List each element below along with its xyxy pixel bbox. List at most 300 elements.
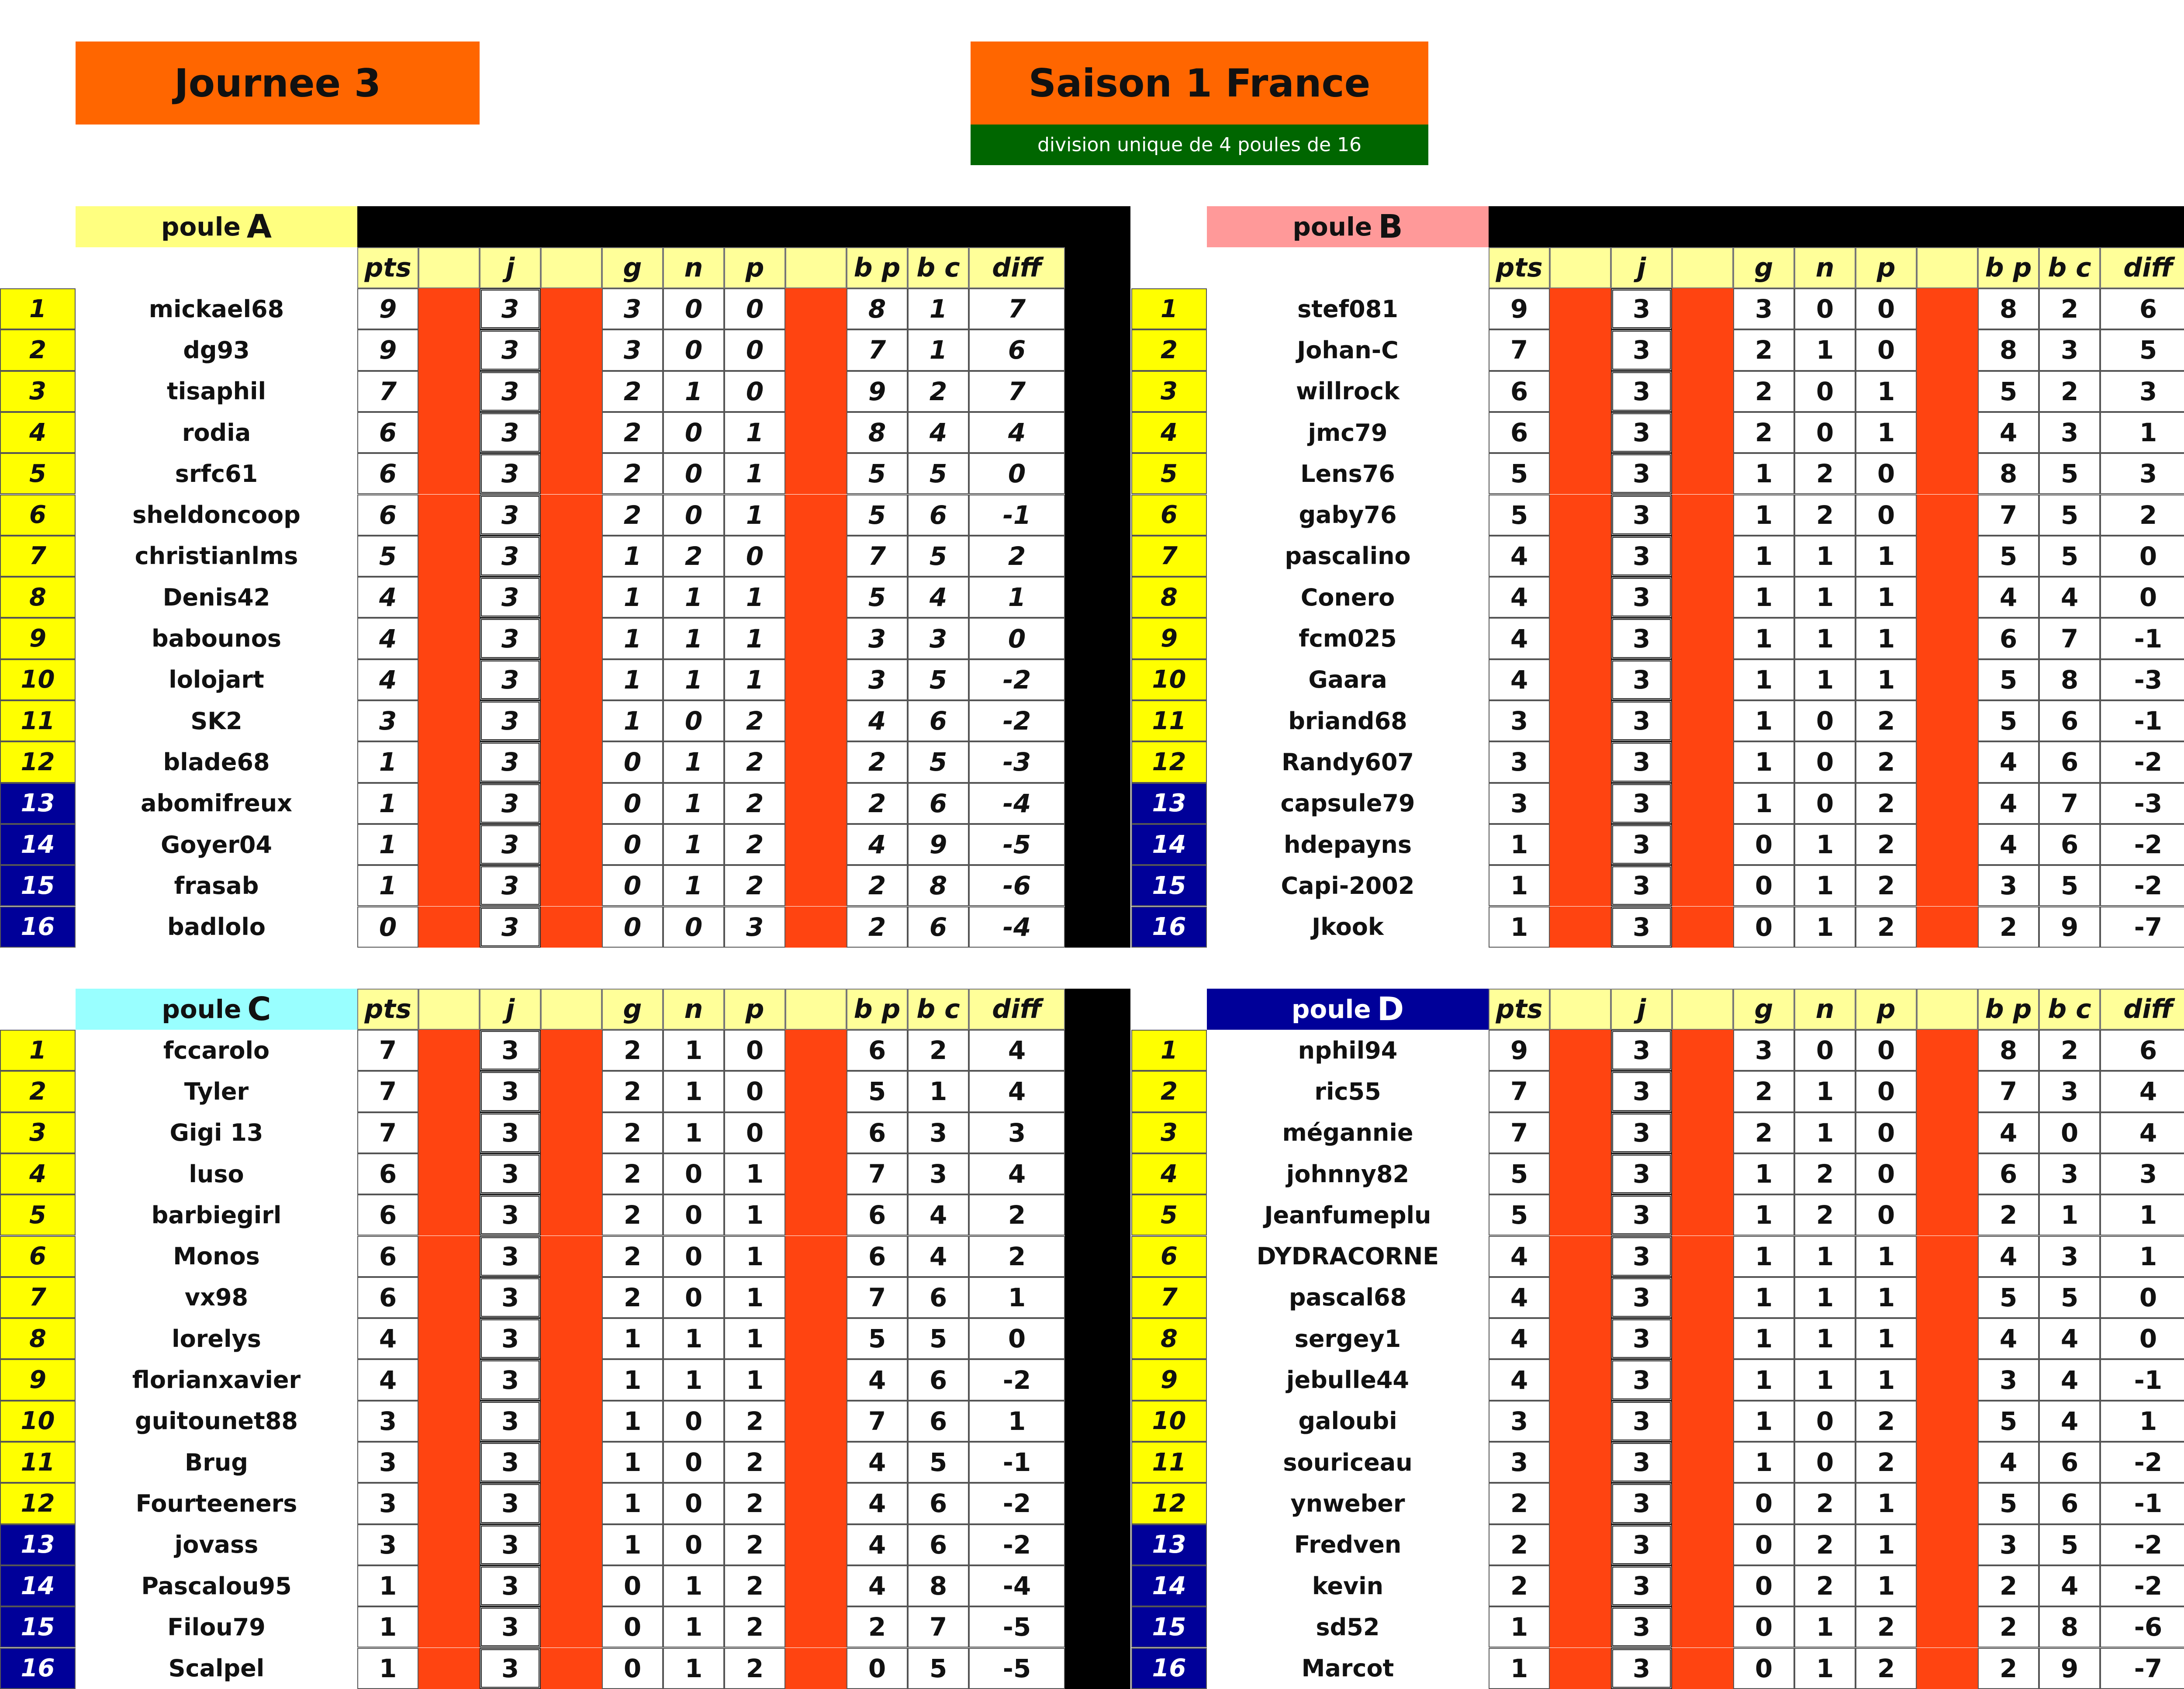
cell-j: 3 bbox=[480, 536, 541, 577]
col-header-n: n bbox=[1794, 247, 1856, 288]
player-name: Pascalou95 bbox=[141, 1572, 292, 1600]
col-header-p: p bbox=[1856, 989, 1917, 1030]
cell-g: 1 bbox=[1733, 495, 1794, 536]
cell-bc: 6 bbox=[908, 1401, 969, 1442]
cell-j: 3 bbox=[1611, 865, 1672, 906]
cell-g: 1 bbox=[1733, 618, 1794, 659]
cell-diff: 1 bbox=[969, 1401, 1065, 1442]
col-header-blank bbox=[418, 989, 480, 1030]
poule-label: poule bbox=[1291, 994, 1371, 1024]
cell-bp: 7 bbox=[847, 1401, 908, 1442]
orange-spacer bbox=[1672, 371, 1733, 412]
cell-p: 1 bbox=[1856, 412, 1917, 453]
player-name: Fredven bbox=[1294, 1531, 1402, 1559]
cell-bp: 3 bbox=[1978, 1359, 2039, 1400]
cell-n: 2 bbox=[663, 536, 724, 577]
orange-spacer bbox=[785, 1318, 847, 1359]
cell-p: 1 bbox=[724, 659, 785, 700]
cell-g: 0 bbox=[1733, 1483, 1794, 1524]
cell-p: 0 bbox=[1856, 1112, 1917, 1153]
cell-bp: 3 bbox=[847, 659, 908, 700]
cell-p: 1 bbox=[724, 1236, 785, 1277]
cell-n: 1 bbox=[663, 1359, 724, 1400]
col-header-n: n bbox=[663, 989, 724, 1030]
cell-j: 3 bbox=[480, 1648, 541, 1689]
cell-j: 3 bbox=[1611, 288, 1672, 329]
cell-bc: 6 bbox=[2039, 741, 2100, 782]
col-header-p: p bbox=[724, 989, 785, 1030]
cell-pts: 9 bbox=[1489, 1030, 1550, 1071]
cell-pts: 3 bbox=[1489, 1401, 1550, 1442]
cell-n: 1 bbox=[1794, 1236, 1856, 1277]
cell-g: 1 bbox=[602, 1401, 663, 1442]
orange-spacer bbox=[418, 1112, 480, 1153]
rank-cell: 6 bbox=[0, 1236, 76, 1277]
orange-spacer bbox=[1550, 495, 1611, 536]
cell-pts: 1 bbox=[357, 783, 418, 824]
cell-n: 1 bbox=[663, 1565, 724, 1606]
orange-spacer bbox=[541, 1648, 602, 1689]
orange-spacer bbox=[1672, 1030, 1733, 1071]
cell-pts: 1 bbox=[357, 865, 418, 906]
cell-bp: 6 bbox=[1978, 1153, 2039, 1194]
orange-spacer bbox=[418, 1483, 480, 1524]
cell-bp: 3 bbox=[847, 618, 908, 659]
cell-n: 1 bbox=[663, 618, 724, 659]
orange-spacer bbox=[1672, 1606, 1733, 1647]
cell-j: 3 bbox=[480, 1565, 541, 1606]
orange-spacer bbox=[418, 907, 480, 948]
cell-diff: -7 bbox=[2100, 907, 2184, 948]
cell-p: 1 bbox=[724, 618, 785, 659]
cell-n: 0 bbox=[1794, 1030, 1856, 1071]
orange-spacer bbox=[541, 824, 602, 865]
orange-spacer bbox=[1917, 1565, 1978, 1606]
player-name: Lens76 bbox=[1300, 460, 1395, 488]
cell-diff: 7 bbox=[969, 371, 1065, 412]
cell-n: 2 bbox=[1794, 495, 1856, 536]
cell-j: 3 bbox=[480, 1483, 541, 1524]
rank-cell: 1 bbox=[0, 288, 76, 329]
orange-spacer bbox=[785, 1483, 847, 1524]
cell-j: 3 bbox=[1611, 453, 1672, 494]
rank-cell: 7 bbox=[1131, 536, 1207, 577]
orange-spacer bbox=[1672, 1648, 1733, 1689]
cell-pts: 5 bbox=[1489, 1153, 1550, 1194]
cell-diff: -2 bbox=[2100, 824, 2184, 865]
player-name: frasab bbox=[174, 872, 259, 900]
cell-diff: 4 bbox=[2100, 1112, 2184, 1153]
cell-j: 3 bbox=[1611, 1277, 1672, 1318]
cell-pts: 7 bbox=[1489, 329, 1550, 370]
cell-n: 1 bbox=[663, 577, 724, 618]
rank-cell: 11 bbox=[1131, 700, 1207, 741]
cell-pts: 3 bbox=[1489, 700, 1550, 741]
cell-g: 0 bbox=[602, 907, 663, 948]
cell-pts: 1 bbox=[357, 1565, 418, 1606]
orange-spacer bbox=[1917, 329, 1978, 370]
rank-cell: 15 bbox=[1131, 1606, 1207, 1647]
col-header-blank bbox=[1550, 989, 1611, 1030]
player-name: srfc61 bbox=[175, 460, 258, 488]
cell-bc: 6 bbox=[908, 1277, 969, 1318]
cell-p: 1 bbox=[724, 1277, 785, 1318]
cell-p: 2 bbox=[724, 741, 785, 782]
cell-p: 2 bbox=[724, 1648, 785, 1689]
col-header-g: g bbox=[1733, 989, 1794, 1030]
cell-n: 1 bbox=[1794, 1648, 1856, 1689]
rank-cell: 16 bbox=[1131, 907, 1207, 948]
orange-spacer bbox=[541, 659, 602, 700]
cell-p: 1 bbox=[724, 577, 785, 618]
col-header-diff: diff bbox=[2100, 247, 2184, 288]
cell-j: 3 bbox=[1611, 741, 1672, 782]
cell-bp: 4 bbox=[847, 824, 908, 865]
cell-diff: -6 bbox=[969, 865, 1065, 906]
cell-n: 0 bbox=[663, 1401, 724, 1442]
cell-diff: 1 bbox=[2100, 412, 2184, 453]
orange-spacer bbox=[418, 1236, 480, 1277]
cell-diff: 6 bbox=[2100, 288, 2184, 329]
rank-cell: 10 bbox=[1131, 1401, 1207, 1442]
cell-n: 1 bbox=[1794, 1359, 1856, 1400]
cell-diff: -2 bbox=[2100, 741, 2184, 782]
cell-p: 2 bbox=[724, 824, 785, 865]
orange-spacer bbox=[541, 1318, 602, 1359]
cell-diff: -2 bbox=[969, 1359, 1065, 1400]
orange-spacer bbox=[1917, 495, 1978, 536]
col-header-diff: diff bbox=[969, 247, 1065, 288]
cell-g: 1 bbox=[1733, 659, 1794, 700]
cell-bc: 5 bbox=[2039, 495, 2100, 536]
cell-bp: 2 bbox=[1978, 907, 2039, 948]
orange-spacer bbox=[541, 1236, 602, 1277]
cell-pts: 4 bbox=[1489, 577, 1550, 618]
orange-spacer bbox=[541, 1401, 602, 1442]
cell-diff: -4 bbox=[969, 907, 1065, 948]
orange-spacer bbox=[1550, 1359, 1611, 1400]
cell-p: 1 bbox=[1856, 618, 1917, 659]
poule-letter: D bbox=[1377, 990, 1404, 1028]
cell-g: 1 bbox=[602, 1359, 663, 1400]
cell-g: 1 bbox=[602, 1524, 663, 1565]
poule-letter: C bbox=[247, 990, 271, 1028]
cell-bc: 3 bbox=[2039, 1071, 2100, 1112]
cell-pts: 9 bbox=[1489, 288, 1550, 329]
cell-n: 0 bbox=[663, 1194, 724, 1236]
orange-spacer bbox=[418, 1648, 480, 1689]
orange-spacer bbox=[541, 536, 602, 577]
cell-g: 1 bbox=[1733, 1442, 1794, 1483]
rank-cell: 16 bbox=[0, 1648, 76, 1689]
cell-g: 2 bbox=[602, 453, 663, 494]
cell-bp: 7 bbox=[847, 1153, 908, 1194]
cell-j: 3 bbox=[480, 907, 541, 948]
cell-j: 3 bbox=[1611, 329, 1672, 370]
cell-bp: 8 bbox=[1978, 329, 2039, 370]
cell-diff: -1 bbox=[2100, 618, 2184, 659]
cell-pts: 3 bbox=[1489, 783, 1550, 824]
player-name: rodia bbox=[182, 419, 251, 446]
cell-n: 0 bbox=[663, 1153, 724, 1194]
cell-j: 3 bbox=[1611, 495, 1672, 536]
player-name: Conero bbox=[1300, 583, 1395, 611]
orange-spacer bbox=[1672, 412, 1733, 453]
cell-diff: 1 bbox=[969, 577, 1065, 618]
col-header-bp: b p bbox=[847, 247, 908, 288]
col-header-blank bbox=[418, 247, 480, 288]
player-name: Goyer04 bbox=[160, 831, 273, 858]
cell-j: 3 bbox=[1611, 1483, 1672, 1524]
cell-diff: -1 bbox=[2100, 700, 2184, 741]
cell-diff: 4 bbox=[969, 1153, 1065, 1194]
orange-spacer bbox=[785, 618, 847, 659]
cell-pts: 9 bbox=[357, 329, 418, 370]
cell-bc: 1 bbox=[908, 288, 969, 329]
cell-pts: 4 bbox=[1489, 1236, 1550, 1277]
cell-pts: 0 bbox=[357, 907, 418, 948]
cell-diff: 2 bbox=[969, 1236, 1065, 1277]
col-header-blank bbox=[541, 989, 602, 1030]
cell-j: 3 bbox=[1611, 783, 1672, 824]
cell-j: 3 bbox=[1611, 1071, 1672, 1112]
player-name: christianlms bbox=[135, 542, 298, 570]
cell-p: 1 bbox=[1856, 1565, 1917, 1606]
cell-bp: 2 bbox=[847, 907, 908, 948]
orange-spacer bbox=[418, 783, 480, 824]
cell-pts: 4 bbox=[357, 659, 418, 700]
cell-p: 1 bbox=[724, 453, 785, 494]
player-name: capsule79 bbox=[1280, 789, 1415, 817]
poule-letter: A bbox=[246, 208, 272, 246]
cell-g: 0 bbox=[602, 741, 663, 782]
orange-spacer bbox=[418, 1277, 480, 1318]
rank-cell: 7 bbox=[0, 536, 76, 577]
cell-bc: 2 bbox=[2039, 1030, 2100, 1071]
cell-diff: -7 bbox=[2100, 1648, 2184, 1689]
cell-n: 0 bbox=[1794, 1401, 1856, 1442]
player-name: fcm025 bbox=[1299, 625, 1397, 653]
orange-spacer bbox=[785, 783, 847, 824]
cell-p: 2 bbox=[724, 1606, 785, 1647]
player-name: kevin bbox=[1312, 1572, 1384, 1600]
cell-bc: 4 bbox=[2039, 577, 2100, 618]
col-header-diff: diff bbox=[969, 989, 1065, 1030]
rank-cell: 15 bbox=[0, 1606, 76, 1647]
cell-bc: 4 bbox=[2039, 1565, 2100, 1606]
rank-cell: 10 bbox=[0, 1401, 76, 1442]
cell-bc: 4 bbox=[2039, 1401, 2100, 1442]
orange-spacer bbox=[1672, 1401, 1733, 1442]
cell-pts: 3 bbox=[1489, 1442, 1550, 1483]
rank-cell: 14 bbox=[0, 824, 76, 865]
orange-spacer bbox=[418, 495, 480, 536]
orange-spacer bbox=[1917, 1483, 1978, 1524]
col-header-bp: b p bbox=[1978, 989, 2039, 1030]
cell-pts: 6 bbox=[357, 1194, 418, 1236]
orange-spacer bbox=[541, 618, 602, 659]
rank-cell: 12 bbox=[0, 741, 76, 782]
player-name: lolojart bbox=[169, 666, 264, 694]
rank-cell: 1 bbox=[0, 1030, 76, 1071]
cell-n: 1 bbox=[663, 741, 724, 782]
cell-n: 1 bbox=[663, 824, 724, 865]
cell-j: 3 bbox=[1611, 412, 1672, 453]
cell-diff: -2 bbox=[969, 659, 1065, 700]
cell-pts: 3 bbox=[357, 1401, 418, 1442]
orange-spacer bbox=[541, 700, 602, 741]
player-name: luso bbox=[189, 1160, 244, 1188]
cell-bp: 6 bbox=[847, 1194, 908, 1236]
orange-spacer bbox=[1550, 1236, 1611, 1277]
col-header-bp: b p bbox=[847, 989, 908, 1030]
orange-spacer bbox=[1917, 1524, 1978, 1565]
cell-p: 3 bbox=[724, 907, 785, 948]
cell-bp: 7 bbox=[1978, 1071, 2039, 1112]
cell-n: 2 bbox=[1794, 1483, 1856, 1524]
cell-bc: 5 bbox=[908, 659, 969, 700]
cell-bp: 2 bbox=[1978, 1648, 2039, 1689]
cell-bp: 6 bbox=[1978, 618, 2039, 659]
orange-spacer bbox=[418, 536, 480, 577]
player-name: Brug bbox=[185, 1448, 248, 1476]
cell-p: 2 bbox=[1856, 865, 1917, 906]
cell-bc: 3 bbox=[2039, 412, 2100, 453]
col-header-g: g bbox=[1733, 247, 1794, 288]
cell-j: 3 bbox=[1611, 371, 1672, 412]
cell-pts: 9 bbox=[357, 288, 418, 329]
orange-spacer bbox=[1550, 1071, 1611, 1112]
orange-spacer bbox=[785, 1071, 847, 1112]
orange-spacer bbox=[1550, 536, 1611, 577]
cell-bp: 5 bbox=[847, 1318, 908, 1359]
player-name: barbiegirl bbox=[151, 1201, 282, 1229]
cell-p: 2 bbox=[724, 1524, 785, 1565]
cell-pts: 5 bbox=[357, 536, 418, 577]
cell-g: 2 bbox=[602, 495, 663, 536]
cell-g: 0 bbox=[602, 1648, 663, 1689]
orange-spacer bbox=[1672, 453, 1733, 494]
orange-spacer bbox=[418, 618, 480, 659]
cell-n: 1 bbox=[1794, 1606, 1856, 1647]
cell-diff: 0 bbox=[969, 1318, 1065, 1359]
cell-diff: 2 bbox=[969, 1194, 1065, 1236]
rank-cell: 6 bbox=[0, 495, 76, 536]
orange-spacer bbox=[785, 907, 847, 948]
player-name: Gigi 13 bbox=[169, 1119, 263, 1147]
cell-diff: 3 bbox=[969, 1112, 1065, 1153]
col-header-blank bbox=[1672, 247, 1733, 288]
cell-j: 3 bbox=[1611, 1194, 1672, 1236]
cell-bc: 5 bbox=[2039, 453, 2100, 494]
cell-bc: 5 bbox=[908, 741, 969, 782]
cell-bc: 5 bbox=[908, 536, 969, 577]
cell-diff: -4 bbox=[969, 1565, 1065, 1606]
cell-p: 1 bbox=[724, 1318, 785, 1359]
orange-spacer bbox=[785, 1359, 847, 1400]
player-name: badlolo bbox=[167, 913, 266, 941]
cell-pts: 7 bbox=[1489, 1112, 1550, 1153]
orange-spacer bbox=[541, 453, 602, 494]
cell-g: 1 bbox=[1733, 783, 1794, 824]
cell-diff: 4 bbox=[969, 412, 1065, 453]
cell-p: 1 bbox=[1856, 1277, 1917, 1318]
orange-spacer bbox=[785, 1194, 847, 1236]
poule-title bbox=[1207, 206, 1489, 247]
orange-spacer bbox=[418, 1401, 480, 1442]
cell-pts: 3 bbox=[1489, 741, 1550, 782]
cell-n: 1 bbox=[1794, 1112, 1856, 1153]
orange-spacer bbox=[1672, 783, 1733, 824]
player-name: mégannie bbox=[1282, 1119, 1413, 1147]
cell-g: 1 bbox=[602, 1483, 663, 1524]
player-name: nphil94 bbox=[1298, 1036, 1398, 1064]
orange-spacer bbox=[541, 1194, 602, 1236]
orange-spacer bbox=[785, 865, 847, 906]
cell-bp: 7 bbox=[847, 1277, 908, 1318]
cell-n: 1 bbox=[1794, 577, 1856, 618]
cell-g: 1 bbox=[602, 659, 663, 700]
orange-spacer bbox=[785, 1401, 847, 1442]
cell-g: 0 bbox=[602, 1606, 663, 1647]
orange-spacer bbox=[1550, 1483, 1611, 1524]
cell-n: 1 bbox=[1794, 1277, 1856, 1318]
orange-spacer bbox=[785, 371, 847, 412]
cell-pts: 4 bbox=[1489, 618, 1550, 659]
player-name: gaby76 bbox=[1299, 501, 1397, 529]
orange-spacer bbox=[1672, 288, 1733, 329]
orange-spacer bbox=[1672, 1442, 1733, 1483]
cell-pts: 3 bbox=[357, 1483, 418, 1524]
poule-label: poule bbox=[161, 212, 241, 242]
orange-spacer bbox=[1550, 1442, 1611, 1483]
cell-n: 0 bbox=[1794, 288, 1856, 329]
cell-g: 3 bbox=[602, 329, 663, 370]
orange-spacer bbox=[1917, 1277, 1978, 1318]
cell-n: 0 bbox=[663, 1442, 724, 1483]
col-header-pts: pts bbox=[357, 989, 418, 1030]
cell-n: 1 bbox=[663, 865, 724, 906]
cell-bc: 3 bbox=[2039, 329, 2100, 370]
cell-bp: 4 bbox=[847, 1359, 908, 1400]
cell-g: 1 bbox=[602, 577, 663, 618]
orange-spacer bbox=[1672, 1153, 1733, 1194]
cell-bp: 3 bbox=[1978, 1524, 2039, 1565]
rank-cell: 7 bbox=[1131, 1277, 1207, 1318]
player-name: Johan-C bbox=[1297, 336, 1399, 364]
cell-diff: 6 bbox=[2100, 1030, 2184, 1071]
player-name: vx98 bbox=[184, 1284, 249, 1312]
cell-p: 1 bbox=[1856, 1359, 1917, 1400]
cell-n: 2 bbox=[1794, 1153, 1856, 1194]
player-name: lorelys bbox=[172, 1325, 261, 1353]
rank-cell: 8 bbox=[1131, 577, 1207, 618]
orange-spacer bbox=[1917, 1030, 1978, 1071]
cell-diff: 0 bbox=[969, 618, 1065, 659]
cell-g: 1 bbox=[1733, 741, 1794, 782]
rank-cell: 14 bbox=[1131, 1565, 1207, 1606]
orange-spacer bbox=[418, 1153, 480, 1194]
cell-g: 0 bbox=[1733, 824, 1794, 865]
cell-bp: 8 bbox=[1978, 288, 2039, 329]
orange-spacer bbox=[1550, 824, 1611, 865]
cell-diff: -2 bbox=[969, 1524, 1065, 1565]
cell-diff: -5 bbox=[969, 1648, 1065, 1689]
cell-n: 0 bbox=[663, 412, 724, 453]
player-name: pascalino bbox=[1285, 542, 1411, 570]
orange-spacer bbox=[785, 288, 847, 329]
col-header-p: p bbox=[724, 247, 785, 288]
